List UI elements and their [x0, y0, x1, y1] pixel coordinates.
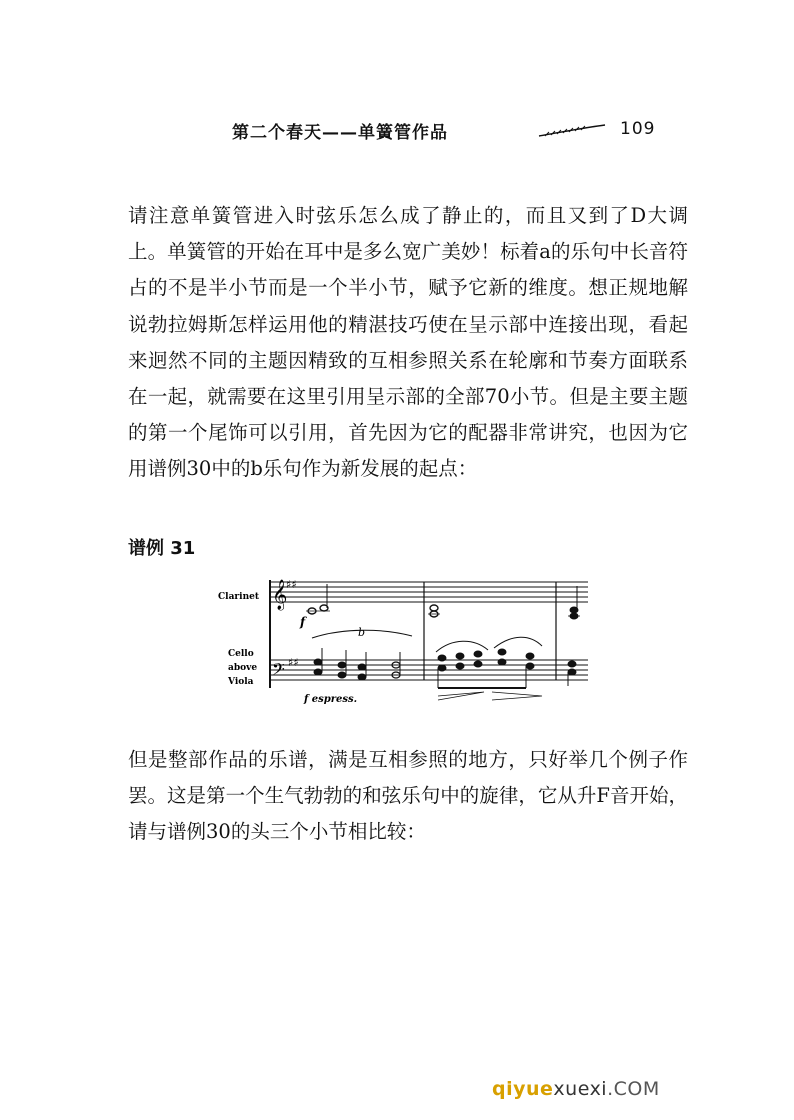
body-paragraph-1: 请注意单簧管进入时弦乐怎么成了静止的，而且又到了D大调上。单簧管的开始在耳中是多么宽广美妙！标着a的乐句中长音符占的不是半小节而是一个半小节，赋予它新的维度。想正规地解说勃拉姆斯怎样运用他的精湛技巧使在呈示部中连接出现，看起来迥然不同的主题因精致的互相参照关系在轮廓和节奏方面联系在一起，就需要在这里引用呈示部的全部70小节。但是主要主题的第一个尾饰可以引用，首先因为它的配器非常讲究，也因为它用谱例30中的b乐句作为新发展的起点：: [128, 204, 688, 481]
dynamic-forte: f: [300, 615, 306, 629]
music-example-score: [212, 572, 592, 722]
bass-clef-icon: 𝄢: [272, 659, 285, 683]
crescendo-hairpin: [438, 692, 484, 700]
clarinet-staff: [270, 582, 588, 602]
running-header: [232, 118, 662, 144]
sharp-icon: ♯♯: [288, 656, 299, 669]
phrase-mark-b: b: [358, 626, 366, 639]
page-number: 109: [620, 119, 656, 139]
example-label: 谱例 31: [128, 538, 196, 559]
site-watermark: [492, 1078, 660, 1100]
above-label: above: [228, 663, 258, 673]
watermark-brand-b: xuexi: [553, 1078, 608, 1100]
cello-label: Cello: [228, 649, 254, 659]
watermark-suffix: .COM: [607, 1078, 660, 1100]
sharp-icon: ♯♯: [286, 578, 297, 591]
clarinet-label: Clarinet: [218, 592, 260, 602]
clarinet-notes: [306, 584, 580, 619]
decrescendo-hairpin: [492, 692, 542, 700]
treble-clef-icon: 𝄞: [272, 580, 288, 610]
watermark-brand-a: qiyue: [492, 1078, 554, 1100]
body-paragraph-2: 但是整部作品的乐谱，满是互相参照的地方，只好举几个例子作罢。这是第一个生气勃勃的和弦乐句中的旋律，它从升F音开始，请与谱例30的头三个小节相比较：: [128, 748, 688, 844]
running-title: 第二个春天——单簧管作品: [232, 123, 448, 143]
quill-ornament-icon: [537, 124, 607, 138]
viola-label: Viola: [228, 677, 254, 687]
cello-notes-measure-3: [568, 661, 576, 686]
dynamic-espressivo: f espress.: [304, 694, 358, 705]
